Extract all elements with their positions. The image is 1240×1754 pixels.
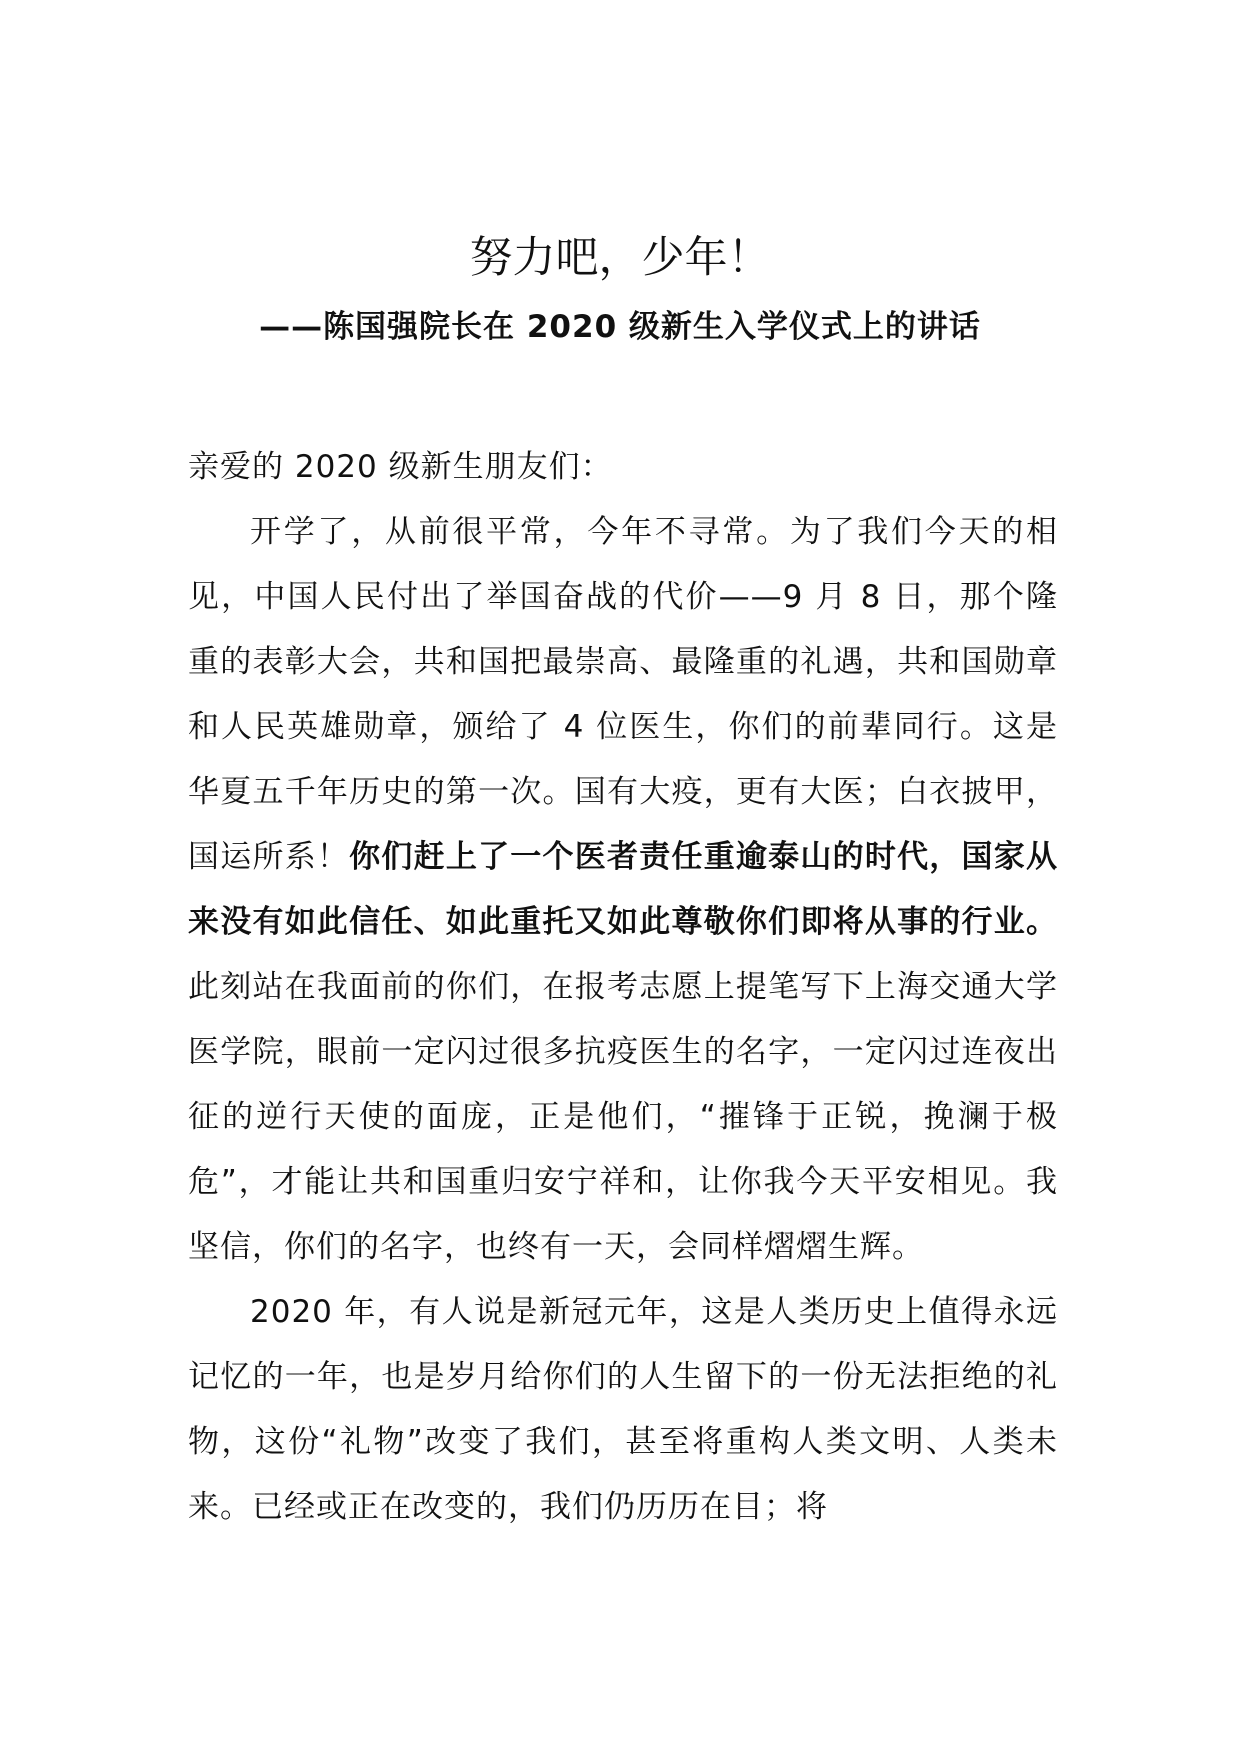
paragraph-2: 2020 年，有人说是新冠元年，这是人类历史上值得永远记忆的一年，也是岁月给你们的人生留下的一份无法拒绝的礼物，这份“礼物”改变了我们，甚至将重构人类文明、人类未来。已经或正在改变的，我们仍历历在目；将 (188, 1294, 1058, 1525)
document-subtitle: ——陈国强院长在 2020 级新生入学仪式上的讲话 (259, 309, 981, 345)
document-title: 努力吧，少年！ (469, 233, 771, 283)
paragraph-1-bold: 你们赶上了一个医者责任重逾泰山的时代，国家从来没有如此信任、如此重托又如此尊敬你们即将从事的行业。 (188, 839, 1059, 940)
paragraph-1-text-b: 此刻站在我面前的你们，在报考志愿上提笔写下上海交通大学医学院，眼前一定闪过很多抗疫医生的名字，一定闪过连夜出征的逆行天使的面庞，正是他们，“摧锋于正锐，挽澜于极危”，才能让共和国重归安宁祥和，让你我今天平安相见。我坚信，你们的名字，也终有一天，会同样熠熠生辉。 (188, 969, 1058, 1265)
greeting: 亲爱的 2020 级新生朋友们： (188, 449, 613, 485)
paragraph-1-text-a: 开学了，从前很平常，今年不寻常。为了我们今天的相见，中国人民付出了举国奋战的代价——9 月 8 日，那个隆重的表彰大会，共和国把最崇高、最隆重的礼遇，共和国勋章和人民英雄勋章，颁给了 4 位医生，你们的前辈同行。这是华夏五千年历史的第一次。国有大疫，更有大医；白衣披甲，国运所系！ (188, 514, 1058, 875)
paragraph-1 (188, 500, 1058, 1280)
document-body (188, 435, 1058, 1540)
